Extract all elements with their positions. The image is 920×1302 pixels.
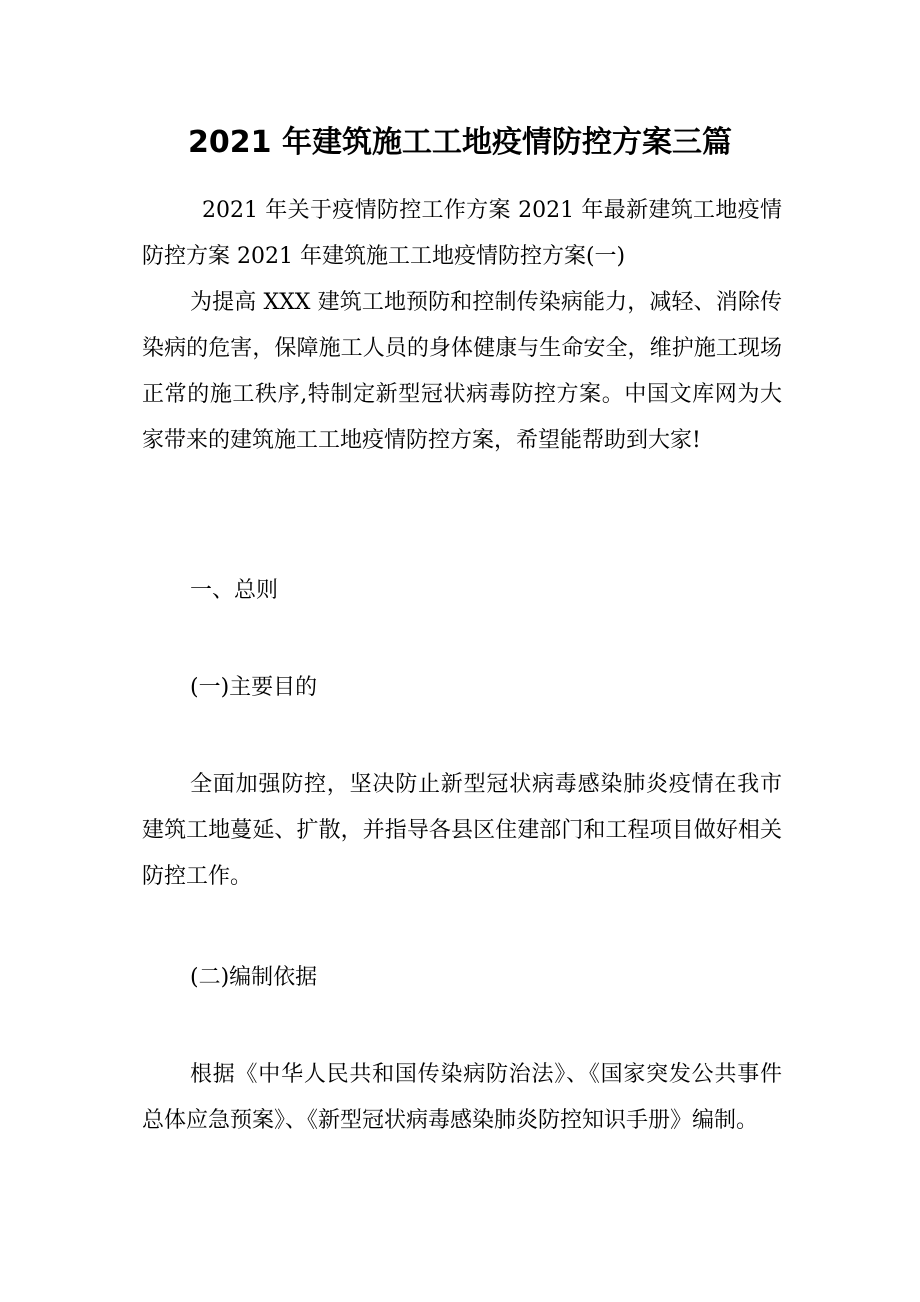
objective-paragraph: 全面加强防控，坚决防止新型冠状病毒感染肺炎疫情在我市建筑工地蔓延、扩散，并指导各县区住建部门和工程项目做好相关防控工作。 bbox=[142, 772, 782, 889]
purpose-paragraph: 为提高 XXX 建筑工地预防和控制传染病能力，减轻、消除传染病的危害，保障施工人员的身体健康与生命安全，维护施工现场正常的施工秩序,特制定新型冠状病毒防控方案。中国文库网为大家带来的建筑施工工地疫情防控方案，希望能帮助到大家! bbox=[142, 290, 782, 453]
subsection-heading-objective: (一)主要目的 bbox=[190, 675, 318, 700]
basis-paragraph: 根据《中华人民共和国传染病防治法》、《国家突发公共事件总体应急预案》、《新型冠状病毒感染肺炎防控知识手册》编制。 bbox=[142, 1062, 782, 1133]
subsection-heading-basis: (二)编制依据 bbox=[190, 965, 318, 990]
document-title: 2021 年建筑施工工地疫情防控方案三篇 bbox=[188, 125, 732, 160]
intro-paragraph: 2021 年关于疫情防控工作方案 2021 年最新建筑工地疫情防控方案 2021 年建筑施工工地疫情防控方案(一) bbox=[142, 198, 782, 269]
section-heading-general: 一、总则 bbox=[190, 578, 279, 603]
